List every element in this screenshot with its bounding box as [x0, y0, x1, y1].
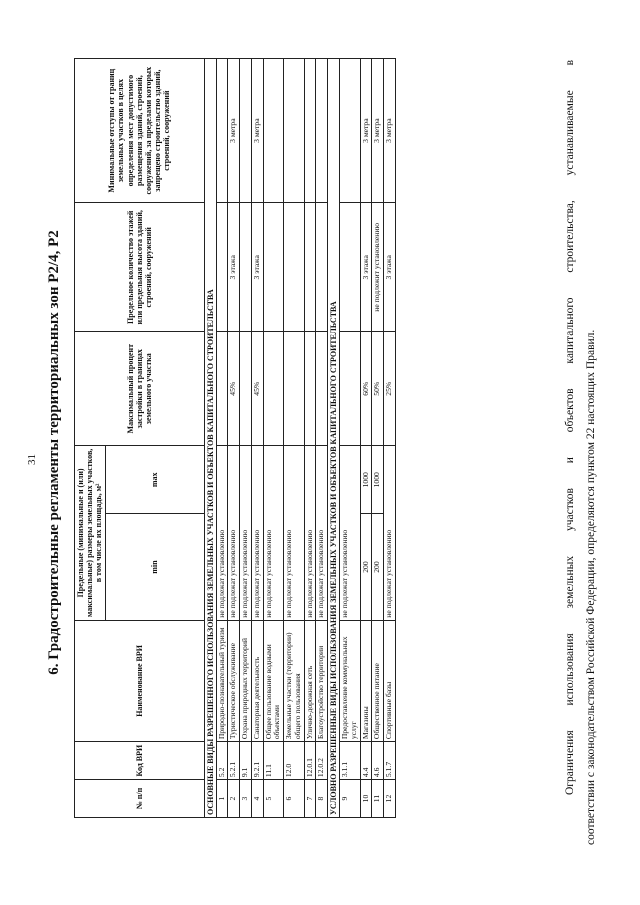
row-number: 2	[228, 780, 240, 818]
row-code: 5.1.7	[384, 742, 396, 780]
row-number: 11	[372, 780, 384, 818]
row-coverage: 60%	[360, 332, 372, 446]
section-title: ОСНОВНЫЕ ВИДЫ РАЗРЕШЕННОГО ИСПОЛЬЗОВАНИЯ ЗЕМЕЛЬНЫХ УЧАСТКОВ И ОБЪЕКТОВ КАПИТАЛЬНОГО СТРОИТЕЛЬСТВА	[204, 59, 216, 818]
footer-paragraph-line-1: Ограничения использования земельных участков и объектов капитального строительства, устанавливаемые в	[564, 60, 576, 795]
table-row	[384, 59, 396, 818]
row-max: 1000	[360, 446, 372, 514]
table-row	[228, 59, 240, 818]
table-row	[216, 59, 228, 818]
document-title: 6. Градостроительные регламенты территориальных зон Р2/4, Р2	[46, 230, 62, 675]
row-coverage	[263, 332, 283, 446]
row-setback	[284, 59, 304, 203]
row-name: Охрана природных территорий	[240, 620, 252, 741]
row-number: 1	[216, 780, 228, 818]
row-name: Туристическое обслуживание	[228, 620, 240, 741]
row-floors: 3 этажа	[228, 203, 240, 332]
row-setback: 3 метра	[251, 59, 263, 203]
header-area: Предельные (минимальные и (или) максимальные) размеры земельных участков, в том числе их площадь, м²	[75, 446, 106, 621]
row-floors	[284, 203, 304, 332]
regulations-table	[74, 58, 396, 818]
row-area: не подлежат установлению	[316, 446, 328, 621]
row-setback	[340, 59, 360, 203]
row-name: Улично-дорожная сеть	[304, 620, 316, 741]
row-floors	[316, 203, 328, 332]
header-setback: Минимальные отступы от границ земельных участков в целях определения мест допустимого размещения зданий, строений, сооружений, за пределами которых запрещено строительство зданий, строений, сооружений	[75, 59, 205, 203]
row-area: не подлежат установлению	[216, 446, 228, 621]
row-floors	[263, 203, 283, 332]
row-setback: 3 метра	[372, 59, 384, 203]
table-row	[251, 59, 263, 818]
row-number: 12	[384, 780, 396, 818]
row-setback: 3 метра	[384, 59, 396, 203]
header-code: Код ВРИ	[75, 742, 205, 780]
row-code: 12.0.1	[304, 742, 316, 780]
row-name: Общее пользование водными объектами	[263, 620, 283, 741]
row-floors	[340, 203, 360, 332]
header-max: max	[105, 446, 204, 514]
row-setback	[240, 59, 252, 203]
row-min: 200	[360, 514, 372, 620]
row-coverage	[340, 332, 360, 446]
row-code: 12.0.2	[316, 742, 328, 780]
row-name: Земельные участки (территории) общего пользования	[284, 620, 304, 741]
row-floors: 3 этажа	[384, 203, 396, 332]
page-number: 31	[26, 454, 38, 465]
row-name: Природно-познавательный туризм	[216, 620, 228, 741]
row-code: 4.6	[372, 742, 384, 780]
table-row	[340, 59, 360, 818]
row-code: 9.1	[240, 742, 252, 780]
row-coverage: 45%	[251, 332, 263, 446]
row-setback	[263, 59, 283, 203]
row-code: 4.4	[360, 742, 372, 780]
row-coverage: 45%	[228, 332, 240, 446]
row-code: 5.2.1	[228, 742, 240, 780]
row-min: не подлежат установлению	[340, 446, 360, 621]
row-name: Благоустройство территории	[316, 620, 328, 741]
row-name: Магазины	[360, 620, 372, 741]
row-code: 9.2.1	[251, 742, 263, 780]
row-min: не подлежат установлению	[384, 446, 396, 621]
row-coverage	[316, 332, 328, 446]
row-area: не подлежат установлению	[304, 446, 316, 621]
row-number: 8	[316, 780, 328, 818]
row-area: не подлежат установлению	[263, 446, 283, 621]
section-header-main	[204, 59, 216, 818]
row-number: 5	[263, 780, 283, 818]
table-row	[360, 59, 372, 818]
table-row	[372, 59, 384, 818]
row-code: 12.0	[284, 742, 304, 780]
header-coverage: Максимальный процент застройки в границах земельного участка	[75, 332, 205, 446]
row-number: 9	[340, 780, 360, 818]
row-number: 6	[284, 780, 304, 818]
table-row	[304, 59, 316, 818]
header-floors: Предельное количество этажей или предельная высота зданий, строений, сооружений	[75, 203, 205, 332]
table-row	[240, 59, 252, 818]
row-floors: 3 этажа	[251, 203, 263, 332]
row-area: не подлежат установлению	[251, 446, 263, 621]
row-setback	[216, 59, 228, 203]
row-code: 3.1.1	[340, 742, 360, 780]
row-code: 5.2	[216, 742, 228, 780]
row-coverage	[284, 332, 304, 446]
header-name: Наименование ВРИ	[75, 620, 205, 741]
row-number: 10	[360, 780, 372, 818]
row-coverage	[304, 332, 316, 446]
row-min: 200	[372, 514, 384, 620]
row-setback: 3 метра	[360, 59, 372, 203]
header-num: № п/п	[75, 780, 205, 818]
row-setback	[304, 59, 316, 203]
footer-paragraph-line-2: соответствии с законодательством Российской Федерации, определяются пунктом 22 настоящих Правил.	[585, 329, 597, 845]
row-floors	[304, 203, 316, 332]
row-number: 3	[240, 780, 252, 818]
row-floors: 3 этажа	[360, 203, 372, 332]
table-row	[284, 59, 304, 818]
row-setback	[316, 59, 328, 203]
table-row	[263, 59, 283, 818]
row-name: Санаторная деятельность	[251, 620, 263, 741]
row-area: не подлежат установлению	[240, 446, 252, 621]
row-coverage	[216, 332, 228, 446]
row-coverage: 50%	[372, 332, 384, 446]
row-area: не подлежат установлению	[284, 446, 304, 621]
row-setback: 3 метра	[228, 59, 240, 203]
row-floors	[216, 203, 228, 332]
row-area: не подлежат установлению	[228, 446, 240, 621]
row-name: Предоставление коммунальных услуг	[340, 620, 360, 741]
row-name: Спортивные базы	[384, 620, 396, 741]
section-title: УСЛОВНО РАЗРЕШЕННЫЕ ВИДЫ ИСПОЛЬЗОВАНИЯ ЗЕМЕЛЬНЫХ УЧАСТКОВ И ОБЪЕКТОВ КАПИТАЛЬНОГО СТРОИТЕЛЬСТВА	[327, 59, 339, 818]
header-min: min	[105, 514, 204, 620]
row-number: 7	[304, 780, 316, 818]
section-header-conditional	[327, 59, 339, 818]
row-coverage	[240, 332, 252, 446]
row-code: 11.1	[263, 742, 283, 780]
row-name: Общественное питание	[372, 620, 384, 741]
row-number: 4	[251, 780, 263, 818]
row-floors	[240, 203, 252, 332]
table-row	[316, 59, 328, 818]
row-coverage: 25%	[384, 332, 396, 446]
table-body	[204, 59, 395, 818]
row-floors: не подлежит установлению	[372, 203, 384, 332]
row-max: 1000	[372, 446, 384, 514]
